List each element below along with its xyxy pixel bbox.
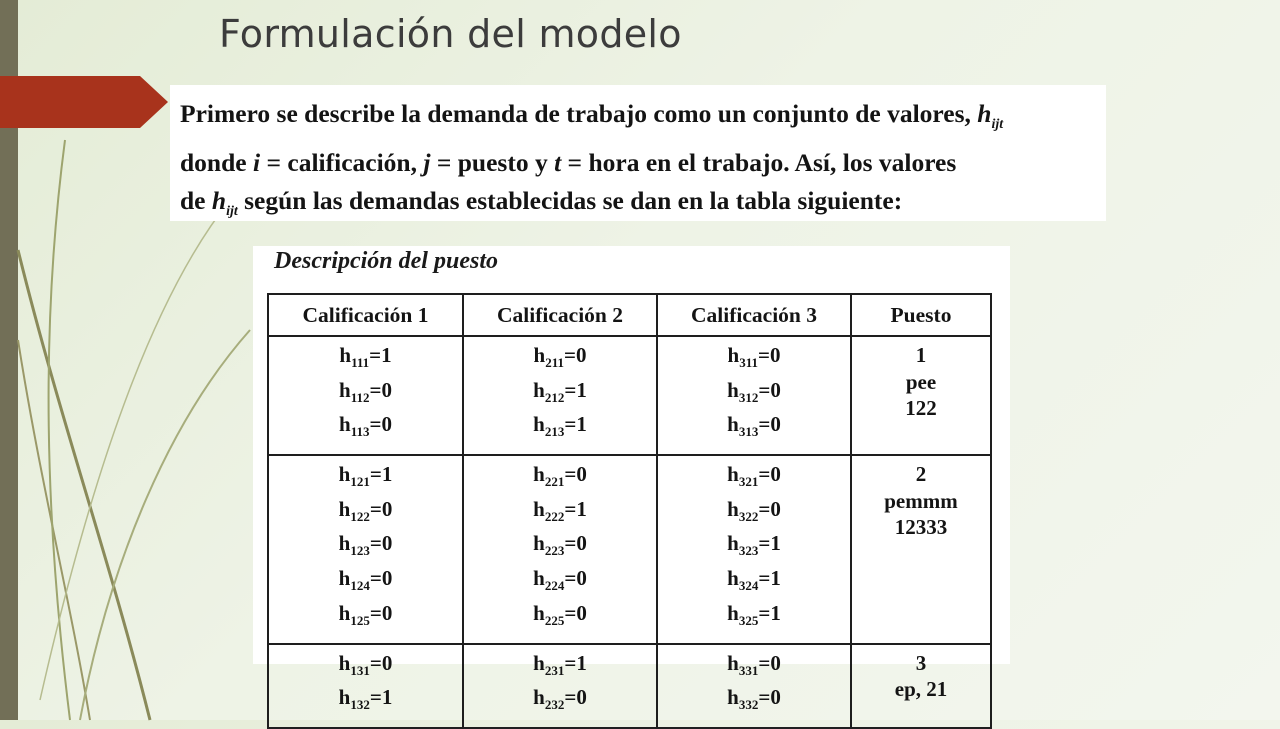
table-cell-calificacion-3	[657, 644, 851, 728]
table-cell-calificacion-3	[657, 336, 851, 455]
table-cell-calificacion-2	[463, 644, 657, 728]
paragraph-text-segment: = hora en el trabajo. Así, los valores	[561, 148, 957, 178]
puesto-value: 2	[915, 462, 927, 487]
demand-value: $h_{224}=0$	[533, 566, 587, 594]
slide-title: Formulación del modelo	[219, 12, 682, 56]
demand-value: $h_{125}=0$	[338, 600, 393, 628]
demand-value: $h_{232}=0$	[533, 685, 587, 713]
table-cell-puesto	[851, 455, 991, 643]
paragraph-image	[170, 85, 1106, 221]
demand-value: $h_{222}=1$	[533, 496, 587, 524]
arrow-bullet	[0, 76, 168, 128]
demand-value: $h_{123}=0$	[338, 531, 393, 559]
table-cell-calificacion-1	[268, 455, 463, 643]
paragraph-text-segment: de	[180, 186, 212, 216]
demand-value: $h_{322}=0$	[727, 496, 781, 524]
demand-value: $h_{321}=0$	[727, 462, 781, 490]
variable-h: h	[211, 186, 227, 216]
paragraph-line-2	[180, 144, 1096, 182]
puesto-value: 12333	[894, 515, 948, 540]
paragraph-line-3	[180, 182, 1096, 231]
table-title: Descripción del puesto	[274, 248, 498, 274]
demand-value: $h_{332}=0$	[727, 685, 781, 713]
header-calificacion-1: Calificación 1	[268, 294, 463, 336]
demand-value: $h_{112}=0$	[339, 377, 392, 405]
demand-value: $h_{325}=1$	[727, 600, 781, 628]
demand-value: $h_{113}=0$	[339, 412, 392, 440]
demand-value: $h_{121}=1$	[338, 462, 393, 490]
table-image	[253, 246, 1010, 713]
variable-j: j	[423, 148, 431, 178]
table-body	[268, 336, 991, 728]
paragraph-text-segment: según las demandas establecidas se dan en la tabla siguiente:	[237, 186, 903, 216]
paragraph-text	[180, 95, 1096, 231]
table-row	[268, 455, 991, 643]
puesto-value: 3	[915, 650, 927, 675]
paragraph-text-segment: = puesto y	[430, 148, 555, 178]
table-cell-calificacion-2	[463, 455, 657, 643]
puesto-value: 122	[905, 396, 937, 420]
paragraph-text-segment: = calificación,	[260, 148, 424, 178]
puesto-value: pemmm	[884, 488, 958, 513]
demand-value: $h_{223}=0$	[533, 531, 587, 559]
paragraph-text-segment: Primero se describe la demanda de trabajo como un conjunto de valores,	[180, 99, 978, 128]
table-cell-calificacion-3	[657, 455, 851, 643]
table-cell-calificacion-1	[268, 336, 463, 455]
puesto-value: 1	[915, 343, 927, 367]
table-row	[268, 336, 991, 455]
variable-i: i	[253, 148, 261, 178]
variable-subscript: ijt	[991, 117, 1004, 133]
demand-value: $h_{132}=1$	[338, 685, 393, 713]
header-calificacion-3: Calificación 3	[657, 294, 851, 336]
table-cell-calificacion-2	[463, 336, 657, 455]
paragraph-text-segment: donde	[180, 148, 253, 178]
demand-value: $h_{313}=0$	[727, 412, 781, 440]
job-description-table	[267, 293, 992, 729]
table-row	[268, 644, 991, 728]
table-cell-puesto	[851, 336, 991, 455]
demand-value: $h_{213}=1$	[533, 412, 587, 440]
demand-value: $h_{111}=1$	[339, 343, 392, 371]
demand-value: $h_{212}=1$	[533, 377, 587, 405]
header-calificacion-2: Calificación 2	[463, 294, 657, 336]
demand-value: $h_{221}=0$	[533, 462, 587, 490]
variable-subscript: ijt	[226, 204, 238, 220]
demand-value: $h_{323}=1$	[727, 531, 781, 559]
demand-value: $h_{231}=1$	[533, 650, 587, 678]
variable-t: t	[554, 148, 562, 178]
demand-value: $h_{124}=0$	[338, 566, 393, 594]
demand-value: $h_{131}=0$	[338, 650, 393, 678]
demand-value: $h_{312}=0$	[727, 377, 781, 405]
puesto-value: ep, 21	[894, 677, 948, 701]
demand-value: $h_{211}=0$	[533, 343, 587, 371]
table-header-row	[268, 294, 991, 336]
demand-value: $h_{122}=0$	[338, 496, 393, 524]
demand-value: $h_{311}=0$	[727, 343, 781, 371]
demand-value: $h_{331}=0$	[727, 650, 781, 678]
header-puesto: Puesto	[851, 294, 991, 336]
demand-value: $h_{225}=0$	[533, 600, 587, 628]
variable-h: h	[977, 99, 992, 128]
demand-value: $h_{324}=1$	[727, 566, 781, 594]
puesto-value: pee	[905, 369, 937, 394]
table-cell-puesto	[851, 644, 991, 728]
table-cell-calificacion-1	[268, 644, 463, 728]
paragraph-line-1	[180, 95, 1096, 144]
